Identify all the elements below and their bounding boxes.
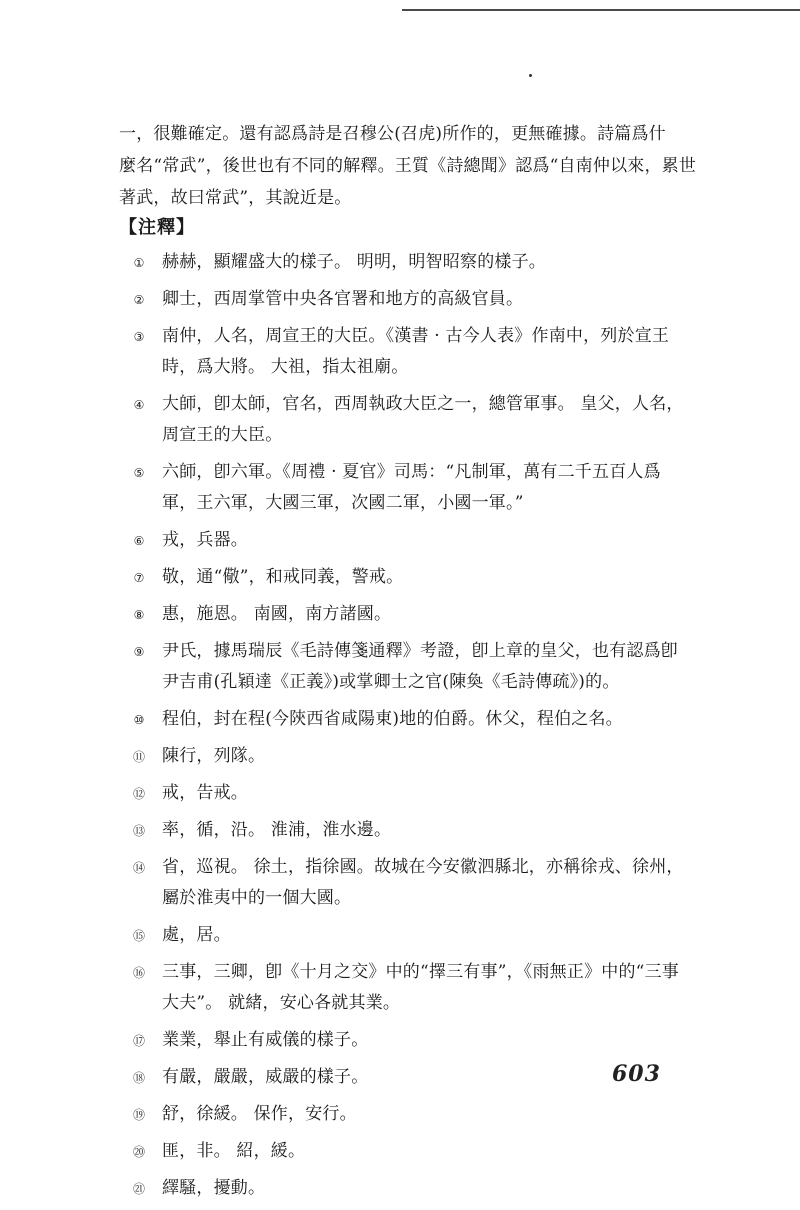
note-item: [128, 457, 688, 519]
note-number: ⑥: [133, 534, 145, 548]
note-text: 赫赫，顯耀盛大的樣子。 明明，明智昭察的樣子。: [162, 252, 547, 272]
note-text: 舒，徐緩。 保作，安行。: [162, 1104, 357, 1124]
note-number: ⑫: [132, 787, 145, 801]
note-item: [128, 1025, 688, 1056]
note-item: [128, 389, 688, 451]
note-item: [128, 1173, 688, 1204]
note-text: 惠，施恩。 南國，南方諸國。: [162, 604, 392, 624]
intro-line: 一，很難確定。還有認爲詩是召穆公(召虎)所作的，更無確據。詩篇爲什: [119, 124, 666, 144]
note-number: ⑧: [133, 608, 145, 622]
note-text: 率，循，沿。 淮浦，淮水邊。: [162, 820, 392, 840]
note-number: ⑲: [132, 1108, 145, 1122]
note-number: ⑪: [132, 750, 145, 764]
notes-heading: 【注釋】: [119, 217, 195, 238]
note-item: [128, 562, 688, 593]
note-item: [128, 815, 688, 846]
note-number: ⑮: [132, 929, 145, 943]
note-item: [128, 1062, 688, 1093]
note-item: [128, 525, 688, 556]
note-item: [128, 1099, 688, 1130]
note-number: ⑭: [132, 861, 145, 875]
note-text: 省，巡視。 徐土，指徐國。故城在今安徽泗縣北，亦稱徐戎、徐州，屬於淮夷中的一個大國。: [162, 857, 684, 908]
note-text: 繹騷，擾動。: [162, 1178, 266, 1198]
page-number: 603: [612, 1061, 661, 1087]
note-item: [128, 741, 688, 772]
note-item: [128, 704, 688, 735]
note-item: [128, 1136, 688, 1167]
note-item: [128, 852, 688, 914]
note-item: [128, 957, 688, 1019]
note-text: 陳行，列隊。: [162, 746, 266, 766]
note-text: 業業，舉止有威儀的樣子。: [162, 1030, 369, 1050]
note-number: ⑬: [132, 824, 145, 838]
note-text: 卿士，西周掌管中央各官署和地方的高級官員。: [162, 289, 524, 309]
note-text: 程伯，封在程(今陝西省咸陽東)地的伯爵。休父，程伯之名。: [162, 709, 623, 729]
note-text: 尹氏，據馬瑞辰《毛詩傳箋通釋》考證，卽上章的皇父，也有認爲卽尹吉甫(孔穎達《正義》)或掌卿士之官(陳奐《毛詩傳疏》)的。: [162, 641, 678, 692]
note-number: ⑯: [132, 966, 145, 980]
note-text: 處，居。: [162, 925, 231, 945]
note-number: ⑩: [133, 713, 145, 727]
note-number: ③: [133, 330, 145, 344]
note-item: [128, 920, 688, 951]
note-item: [128, 321, 688, 383]
note-text: 大師，卽太師，官名，西周執政大臣之一，總管軍事。 皇父，人名，周宣王的大臣。: [162, 394, 684, 445]
note-text: 南仲，人名，周宣王的大臣。《漢書 · 古今人表》作南中，列於宣王時，爲大將。 大祖，指太祖廟。: [162, 326, 670, 377]
note-text: 三事，三卿，卽《十月之交》中的“擇三有事”，《雨無正》中的“三事大夫”。 就緒，安心各就其業。: [162, 962, 679, 1013]
note-text: 匪，非。 紹，緩。: [162, 1141, 306, 1161]
note-text: 有嚴，嚴嚴，威嚴的樣子。: [162, 1067, 369, 1087]
notes-list: [128, 247, 688, 1210]
note-text: 敬，通“儆”，和戒同義，警戒。: [162, 567, 404, 587]
note-item: [128, 247, 688, 278]
note-number: ⑳: [132, 1145, 145, 1159]
note-text: 六師，卽六軍。《周禮 · 夏官》司馬：“凡制軍，萬有二千五百人爲軍，王六軍，大國三軍，次國二軍，小國一軍。”: [162, 462, 661, 513]
note-text: 戎，兵器。: [162, 530, 248, 550]
stray-dot: [529, 74, 532, 77]
note-number: ㉑: [132, 1182, 145, 1196]
note-item: [128, 778, 688, 809]
note-number: ⑤: [133, 466, 145, 480]
note-number: ⑦: [133, 571, 145, 585]
note-number: ②: [133, 293, 145, 307]
note-number: ⑨: [133, 645, 145, 659]
note-number: ⑰: [132, 1034, 145, 1048]
note-number: ⑱: [132, 1071, 145, 1085]
intro-paragraph: [119, 118, 697, 214]
top-rule: [402, 9, 800, 11]
note-text: 戒，告戒。: [162, 783, 248, 803]
note-number: ①: [133, 256, 145, 270]
intro-line: 著武，故曰常武”，其說近是。: [119, 188, 352, 208]
note-item: [128, 636, 688, 698]
intro-line: 麼名“常武”，後世也有不同的解釋。王質《詩總聞》認爲“自南仲以來，累世: [119, 156, 697, 176]
note-item: [128, 284, 688, 315]
note-number: ④: [133, 398, 145, 412]
note-item: [128, 599, 688, 630]
